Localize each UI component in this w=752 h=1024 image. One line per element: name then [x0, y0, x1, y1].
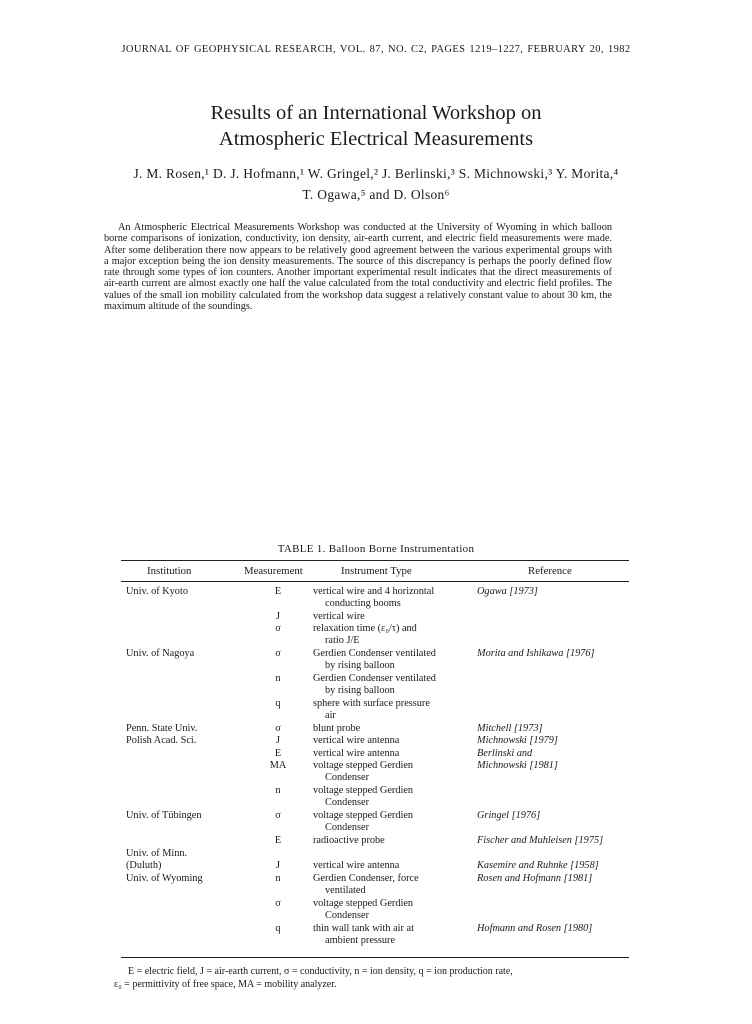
- authors-line-2: T. Ogawa,⁵ and D. Olson⁶: [302, 187, 450, 202]
- footnote-line-1: E = electric field, J = air-earth current, σ = conductivity, n = ion density, q = ion production rate,: [128, 966, 513, 977]
- cell-reference: Rosen and Hofmann [1981]: [477, 873, 593, 884]
- cell-instrument-type: [313, 623, 479, 648]
- cell-reference: Hofmann and Rosen [1980]: [477, 923, 593, 934]
- cell-measurement: σ: [275, 623, 281, 634]
- cell-instrument-type: [313, 723, 479, 735]
- author-list: [30, 163, 722, 205]
- cell-institution: Univ. of Kyoto: [126, 586, 188, 597]
- title-line-2: Atmospheric Electrical Measurements: [218, 128, 534, 150]
- instrument-type-line-1: blunt probe: [313, 723, 361, 734]
- cell-instrument-type: [313, 673, 479, 698]
- instrument-type-line-1: relaxation time (ε₀/τ) and: [313, 623, 417, 634]
- title-line-1: Results of an International Workshop on: [210, 102, 542, 124]
- instrument-type-line-1: voltage stepped Gerdien: [313, 760, 414, 771]
- instrument-type-line-1: radioactive probe: [313, 835, 385, 846]
- cell-reference: Fischer and Muhleisen [1975]: [477, 835, 604, 846]
- table-body: [121, 582, 629, 957]
- authors-line-1: J. M. Rosen,¹ D. J. Hofmann,¹ W. Gringel,² J. Berlinski,³ S. Michnowski,³ Y. Morita,⁴: [133, 166, 619, 181]
- cell-measurement: E: [274, 586, 282, 597]
- table-header-row: [121, 561, 629, 581]
- cell-measurement: E: [274, 835, 282, 846]
- instrument-type-line-1: voltage stepped Gerdien: [313, 785, 414, 796]
- table-caption: TABLE 1. Balloon Borne Instrumentation: [277, 543, 475, 555]
- cell-reference: Michnowski [1979]: [477, 735, 558, 746]
- instrument-type-line-2: air: [325, 710, 336, 722]
- cell-measurement: J: [275, 860, 280, 871]
- cell-measurement: q: [275, 698, 281, 709]
- instrument-type-line-1: vertical wire and 4 horizontal: [313, 586, 435, 597]
- cell-institution: Univ. of Tübingen: [126, 810, 202, 821]
- instrumentation-table: [121, 560, 629, 958]
- instrument-type-line-1: thin wall tank with air at: [313, 923, 414, 934]
- instrument-type-line-2: Condenser: [325, 822, 370, 834]
- paper-title: [0, 100, 752, 152]
- cell-measurement: J: [275, 611, 280, 622]
- instrument-type-line-1: sphere with surface pressure: [313, 698, 430, 709]
- abstract: An Atmospheric Electrical Measurements Workshop was conducted at the University of Wyoming in which balloon borne comparisons of ionization, conductivity, ion density, air-earth current, and electric field measurements were made. After some deliberation there now appears to be relatively good agreement between the various experimental groups with a major exception being the ion density measurements. The source of this discrepancy is perhaps the poorly defined flow rate through some types of ion counters. Another important experimental result indicates that the direct measurements of air-earth current are almost exactly one half the value calculated from the total conductivity and electric field profiles. The values of the small ion mobility calculated from the workshop data suggest a relatively constant value to about 30 km, the maximum altitude of the soundings.: [104, 222, 612, 313]
- header-reference: Reference: [528, 565, 572, 577]
- cell-institution: Univ. of Wyoming: [126, 873, 203, 884]
- footnote-line-2: ε₀ = permittivity of free space, MA = mobility analyzer.: [114, 979, 337, 990]
- cell-measurement: n: [275, 873, 281, 884]
- header-institution: Institution: [147, 565, 192, 577]
- instrument-type-line-2: ambient pressure: [325, 935, 396, 947]
- cell-instrument-type: [313, 735, 479, 747]
- cell-institution: Polish Acad. Sci.: [126, 735, 197, 746]
- cell-institution: Penn. State Univ.: [126, 723, 198, 734]
- instrument-type-line-1: Gerdien Condenser ventilated: [313, 648, 436, 659]
- instrument-type-line-1: vertical wire: [313, 611, 365, 622]
- cell-reference: Morita and Ishikawa [1976]: [477, 648, 595, 659]
- cell-instrument-type: [313, 873, 479, 898]
- cell-instrument-type: [313, 860, 479, 872]
- cell-instrument-type: [313, 698, 479, 723]
- instrument-type-line-2: Condenser: [325, 772, 370, 784]
- instrument-type-line-2: conducting booms: [325, 598, 401, 610]
- instrument-type-line-1: vertical wire antenna: [313, 735, 400, 746]
- cell-institution: (Duluth): [126, 860, 162, 871]
- instrument-type-line-1: Gerdien Condenser, force: [313, 873, 419, 884]
- header-measurement: Measurement: [244, 565, 303, 577]
- cell-reference: Berlinski and: [477, 748, 533, 759]
- cell-instrument-type: [313, 586, 479, 611]
- cell-measurement: MA: [269, 760, 287, 771]
- cell-instrument-type: [313, 923, 479, 948]
- cell-reference: Gringel [1976]: [477, 810, 541, 821]
- cell-instrument-type: [313, 748, 479, 760]
- instrument-type-line-2: by rising balloon: [325, 685, 395, 697]
- cell-measurement: E: [274, 748, 282, 759]
- cell-measurement: σ: [275, 723, 281, 734]
- journal-header: JOURNAL OF GEOPHYSICAL RESEARCH, VOL. 87, NO. C2, PAGES 1219–1227, FEBRUARY 20, 1982: [121, 44, 631, 55]
- cell-reference: Ogawa [1973]: [477, 586, 538, 597]
- cell-measurement: J: [275, 735, 280, 746]
- instrument-type-line-1: voltage stepped Gerdien: [313, 898, 414, 909]
- cell-institution: Univ. of Minn.: [126, 848, 188, 859]
- instrument-type-line-2: by rising balloon: [325, 660, 395, 672]
- table-footnote: [114, 965, 638, 991]
- cell-instrument-type: [313, 810, 479, 835]
- cell-instrument-type: [313, 898, 479, 923]
- cell-instrument-type: [313, 785, 479, 810]
- cell-instrument-type: [313, 611, 479, 623]
- instrument-type-line-2: Condenser: [325, 797, 370, 809]
- cell-reference: Kasemire and Ruhnke [1958]: [477, 860, 599, 871]
- cell-measurement: n: [275, 785, 281, 796]
- instrument-type-line-2: ratio J/E: [325, 635, 360, 647]
- instrument-type-line-2: Condenser: [325, 910, 370, 922]
- table-bottom-rule: [121, 957, 629, 958]
- instrument-type-line-1: vertical wire antenna: [313, 860, 400, 871]
- cell-measurement: σ: [275, 810, 281, 821]
- instrument-type-line-1: voltage stepped Gerdien: [313, 810, 414, 821]
- cell-reference: Mitchell [1973]: [477, 723, 543, 734]
- cell-measurement: σ: [275, 898, 281, 909]
- cell-measurement: q: [275, 923, 281, 934]
- cell-institution: Univ. of Nagoya: [126, 648, 195, 659]
- cell-measurement: n: [275, 673, 281, 684]
- cell-reference: Michnowski [1981]: [477, 760, 558, 771]
- header-instrument-type: Instrument Type: [341, 565, 412, 577]
- cell-measurement: σ: [275, 648, 281, 659]
- instrument-type-line-2: ventilated: [325, 885, 366, 897]
- cell-instrument-type: [313, 835, 479, 847]
- instrument-type-line-1: Gerdien Condenser ventilated: [313, 673, 436, 684]
- instrument-type-line-1: vertical wire antenna: [313, 748, 400, 759]
- cell-instrument-type: [313, 760, 479, 785]
- cell-instrument-type: [313, 648, 479, 673]
